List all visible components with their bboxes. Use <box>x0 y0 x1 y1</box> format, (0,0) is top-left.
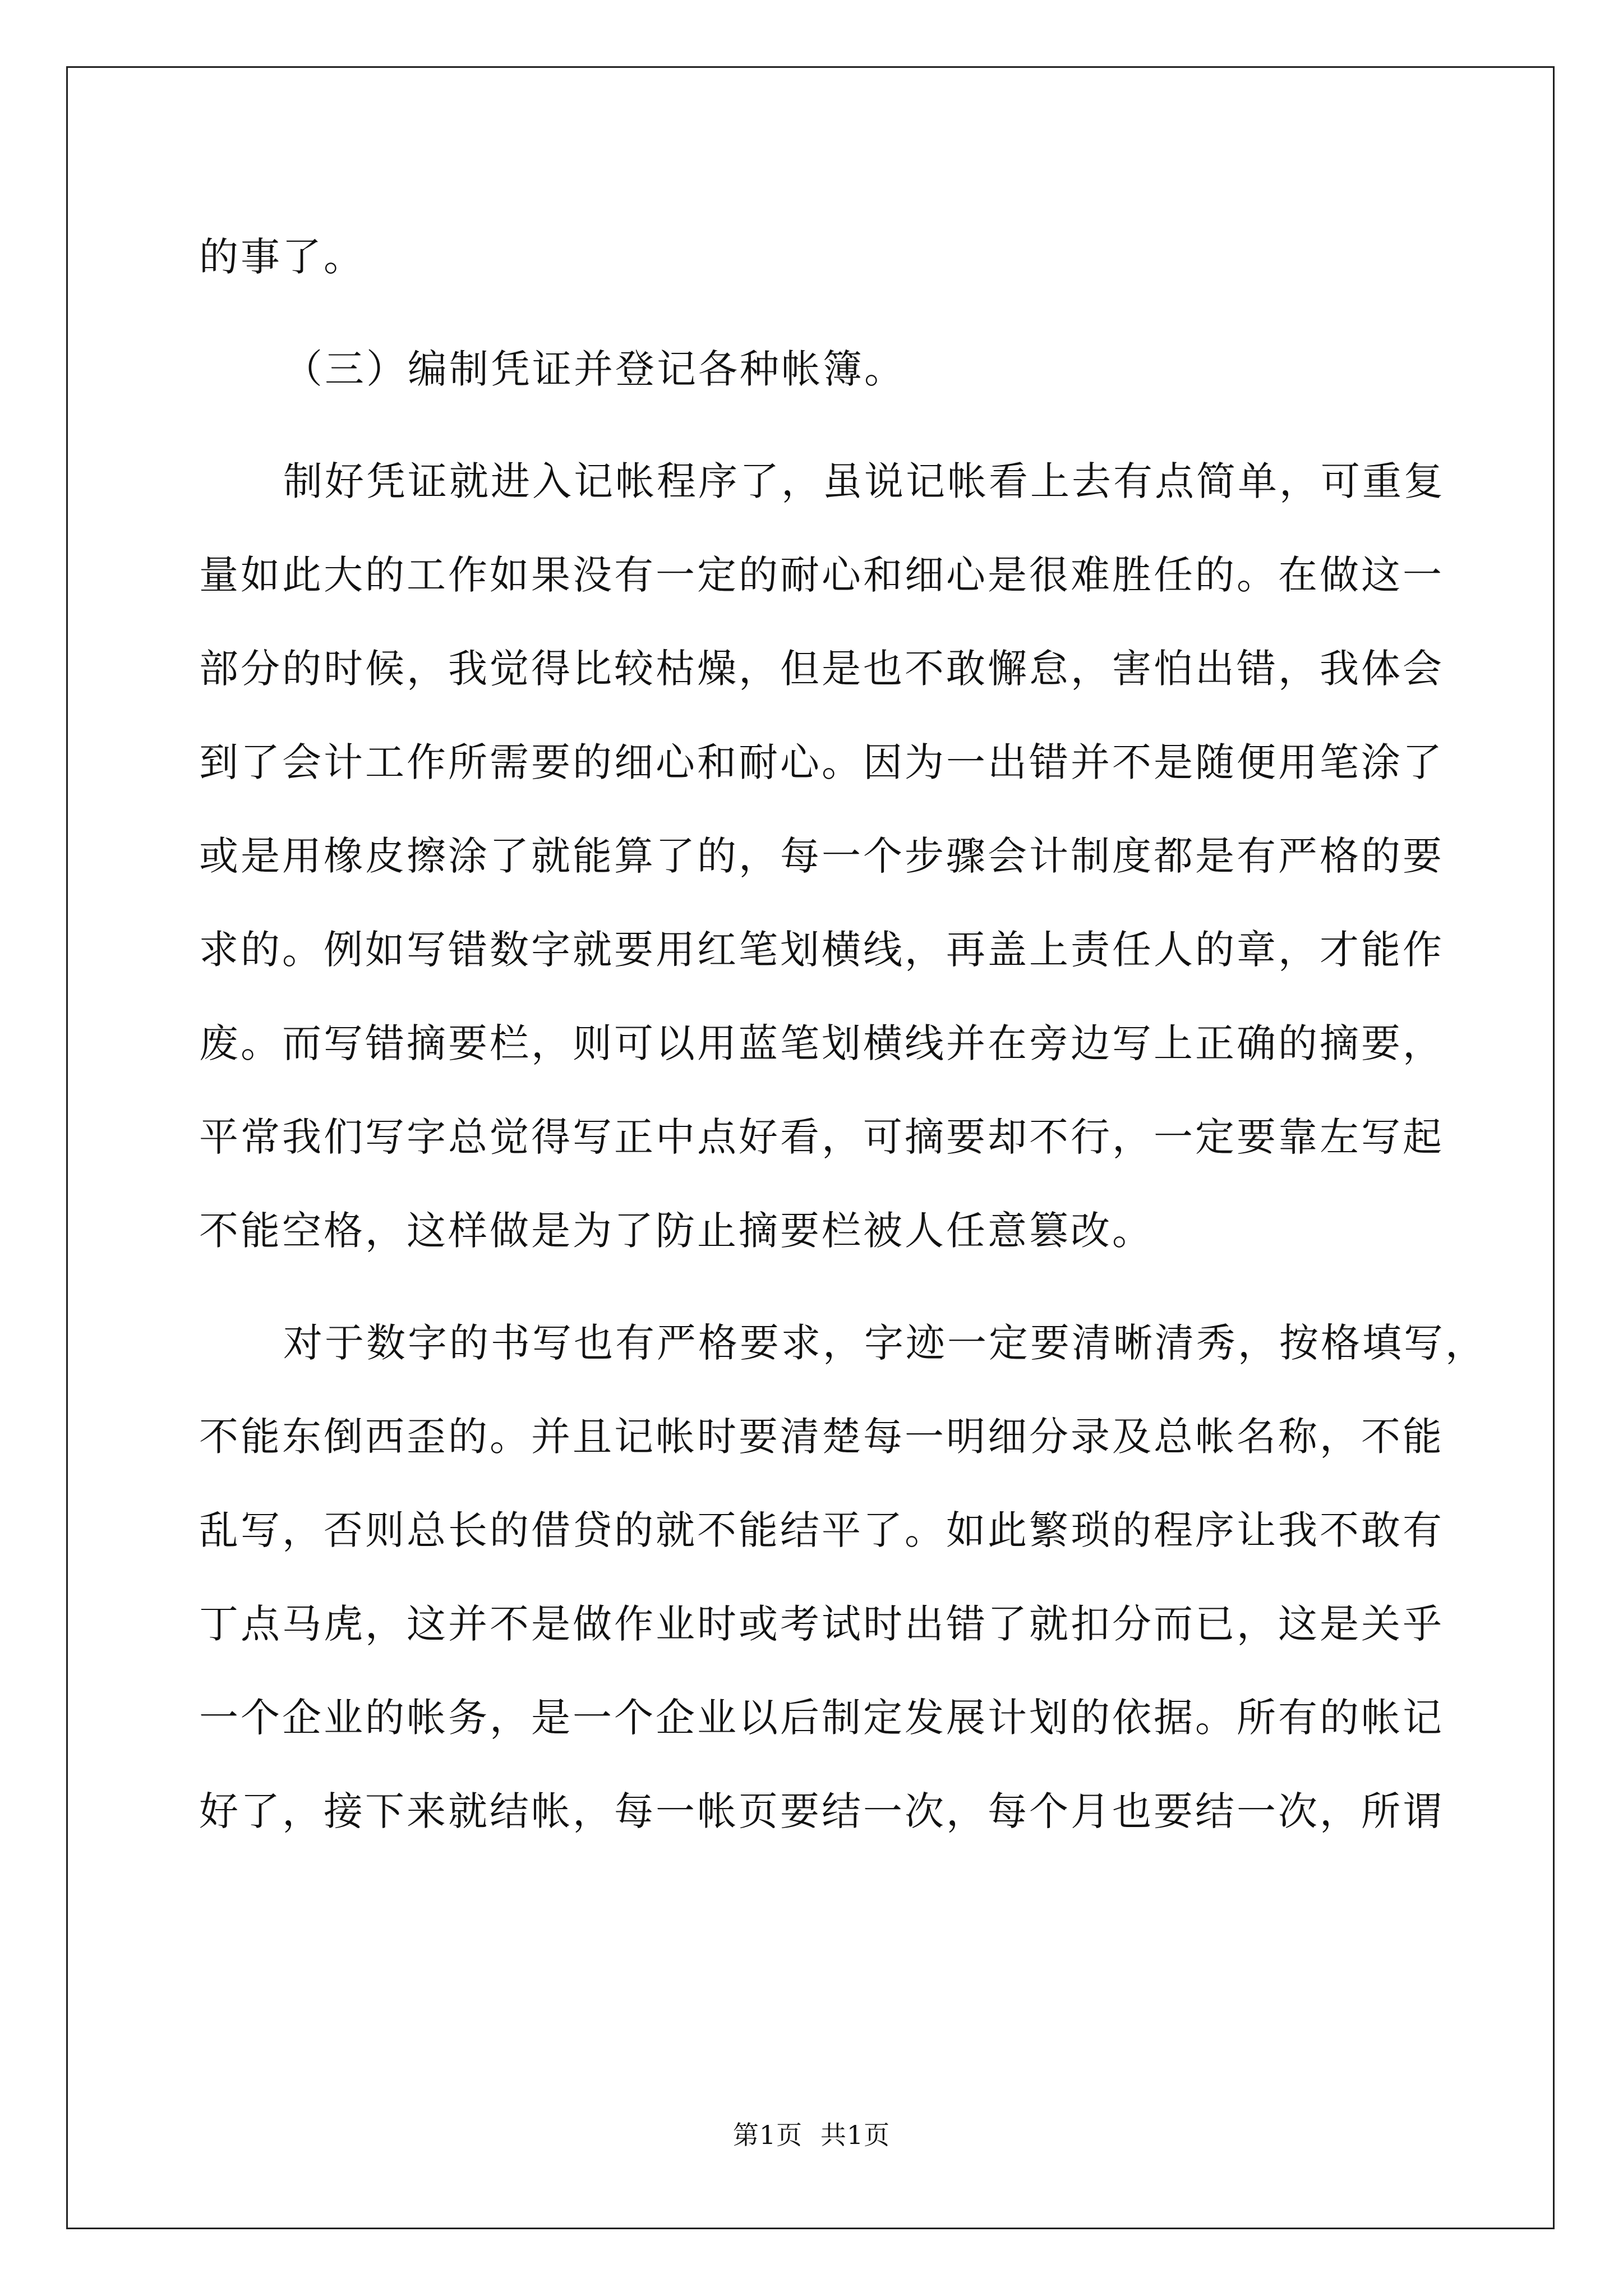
text-line: 乱写，否则总长的借贷的就不能结平了。如此繁琐的程序让我不敢有 <box>199 1507 1444 1553</box>
text-line: 求的。例如写错数字就要用红笔划横线，再盖上责任人的章，才能作 <box>199 927 1444 973</box>
text-line: 对于数字的书写也有严格要求，字迹一定要清晰清秀，按格填写， <box>283 1320 1487 1366</box>
text-line: 不能东倒西歪的。并且记帐时要清楚每一明细分录及总帐名称，不能 <box>199 1414 1444 1460</box>
text-line: 或是用橡皮擦涂了就能算了的，每一个步骤会计制度都是有严格的要 <box>199 833 1444 879</box>
section-heading: （三）编制凭证并登记各种帐簿。 <box>283 346 906 392</box>
text-line: 到了会计工作所需要的细心和耐心。因为一出错并不是随便用笔涂了 <box>199 739 1444 785</box>
text-line: 量如此大的工作如果没有一定的耐心和细心是很难胜任的。在做这一 <box>199 552 1444 598</box>
text-line: 好了，接下来就结帐，每一帐页要结一次，每个月也要结一次，所谓 <box>199 1788 1444 1834</box>
page-number: 第1页 <box>732 2120 803 2150</box>
text-line: 部分的时候，我觉得比较枯燥，但是也不敢懈怠，害怕出错，我体会 <box>199 646 1444 692</box>
text-line: 制好凭证就进入记帐程序了，虽说记帐看上去有点简单，可重复 <box>283 458 1445 504</box>
page-footer <box>0 2115 1623 2152</box>
text-line: 的事了。 <box>199 234 365 280</box>
text-line: 不能空格，这样做是为了防止摘要栏被人任意篡改。 <box>199 1208 1154 1254</box>
text-line: 废。而写错摘要栏，则可以用蓝笔划横线并在旁边写上正确的摘要， <box>199 1020 1444 1066</box>
text-line: 平常我们写字总觉得写正中点好看，可摘要却不行，一定要靠左写起 <box>199 1114 1444 1160</box>
text-line: 一个企业的帐务，是一个企业以后制定发展计划的依据。所有的帐记 <box>199 1695 1444 1741</box>
page-total: 共1页 <box>820 2120 891 2150</box>
text-line: 丁点马虎，这并不是做作业时或考试时出错了就扣分而已，这是关乎 <box>199 1601 1444 1647</box>
document-body <box>199 210 1487 1858</box>
